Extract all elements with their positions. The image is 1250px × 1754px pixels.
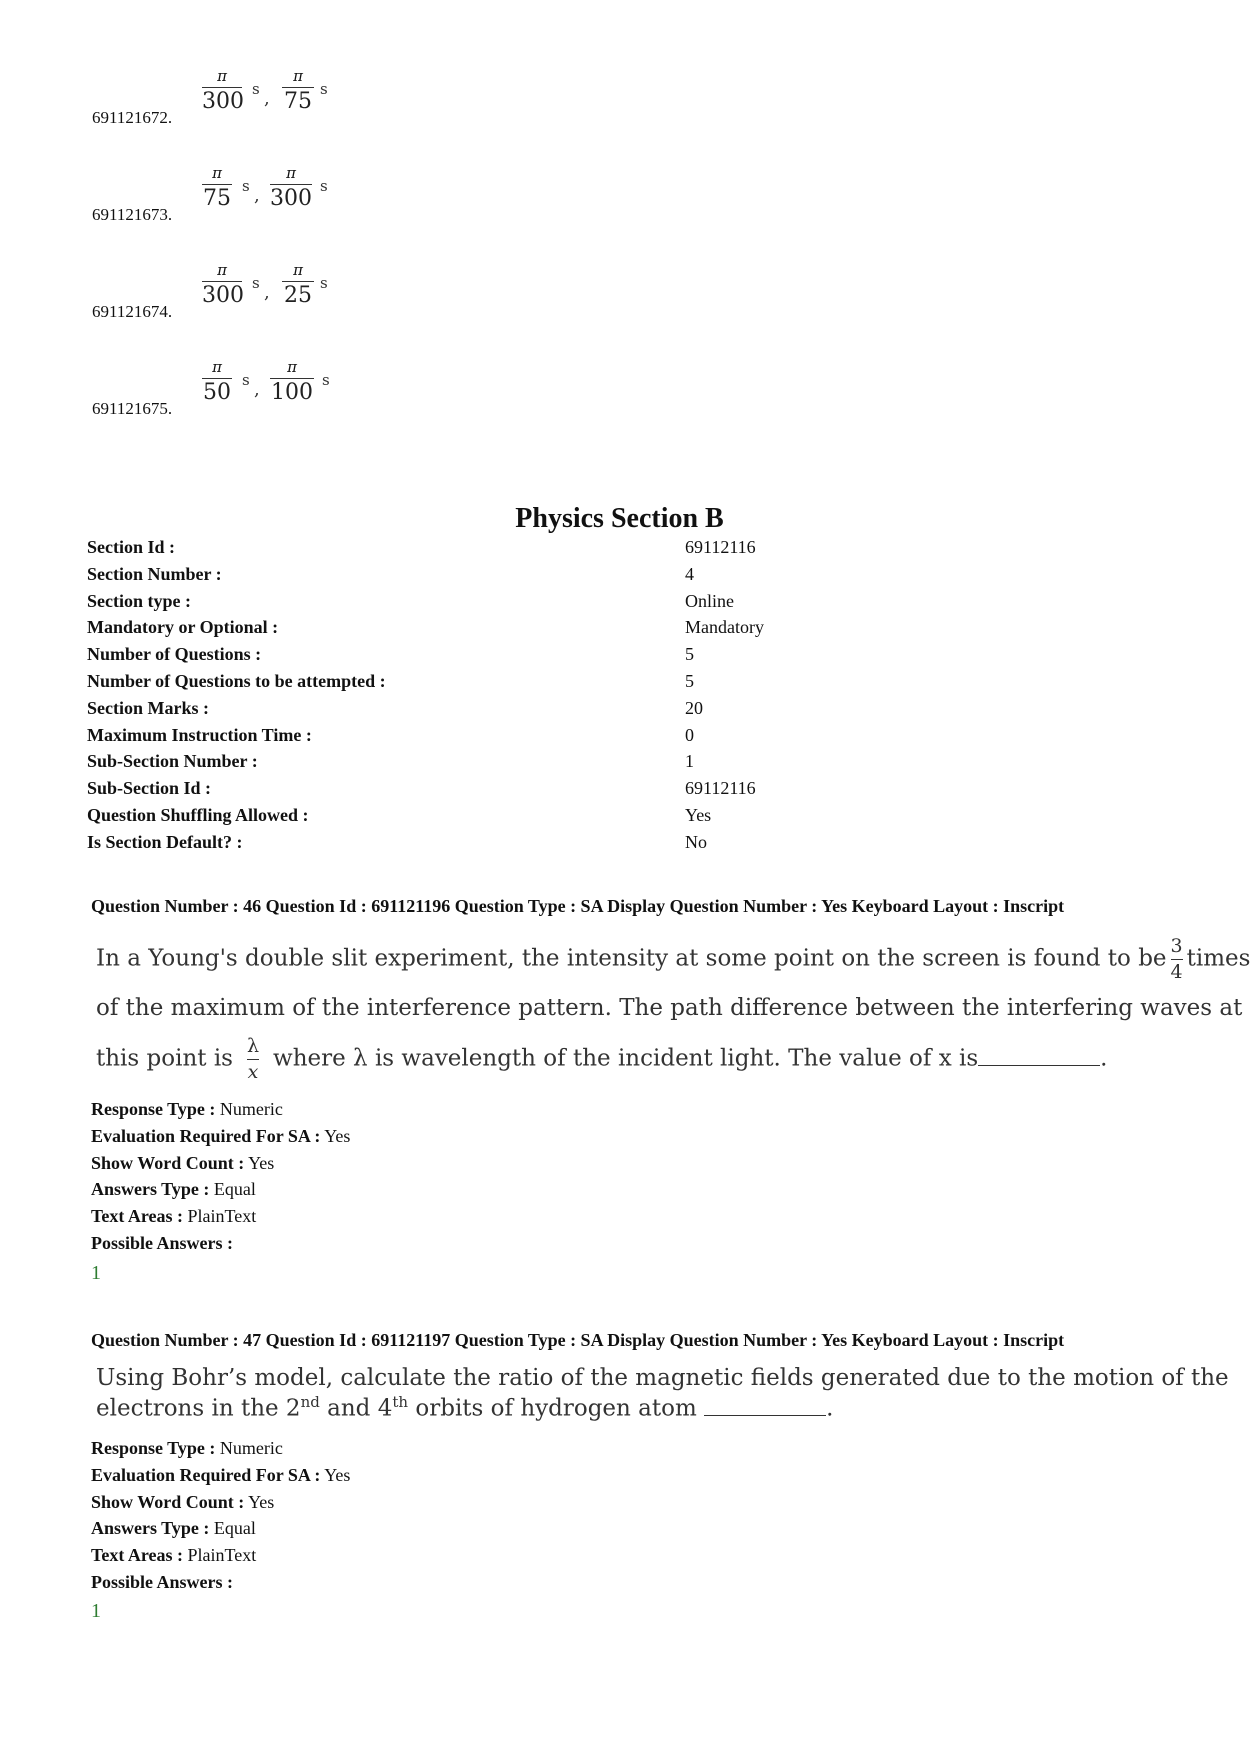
meta-value: Yes [248, 1491, 275, 1512]
section-row-value: Online [685, 590, 734, 611]
section-row-label: Mandatory or Optional : [87, 617, 279, 638]
answer-blank [978, 1047, 1100, 1066]
section-row-label: Section Number : [87, 563, 222, 584]
fraction: π 300 [270, 164, 312, 211]
meta-label: Text Areas : [91, 1206, 183, 1227]
section-row [87, 564, 887, 591]
meta-row [91, 1233, 233, 1254]
section-row-label: Question Shuffling Allowed : [87, 805, 309, 825]
section-row-label: Section Marks : [87, 697, 209, 718]
section-row [87, 698, 887, 725]
meta-row [91, 1518, 256, 1539]
meta-label: Answers Type : [91, 1179, 210, 1200]
section-row-value: 5 [685, 644, 694, 665]
option-id: 691121673. [92, 205, 173, 224]
meta-row [91, 1126, 350, 1147]
meta-value: Numeric [219, 1438, 283, 1458]
meta-row [91, 1179, 256, 1200]
question-text-47-line2: electrons in the 2nd and 4th orbits of hydrogen atom . [96, 1393, 834, 1422]
option-691121672: 691121672. π 300 s , π 75 s [92, 67, 328, 127]
meta-label: Response Type : [91, 1099, 216, 1119]
section-row-label: Number of Questions : [87, 644, 262, 665]
section-row [87, 725, 887, 752]
meta-row [91, 1545, 256, 1566]
section-row-value: 1 [685, 751, 694, 772]
section-title: Physics Section B [515, 503, 724, 534]
section-row [87, 832, 887, 859]
meta-value: PlainText [187, 1545, 257, 1566]
section-row [87, 591, 887, 618]
option-691121673: 691121673. π 75 s , π 300 s [92, 164, 328, 224]
meta-label: Show Word Count : [91, 1491, 245, 1512]
fraction: π 300 [202, 261, 244, 308]
meta-value: Yes [324, 1464, 351, 1485]
question-text-46-line3: this point is $\frac{\lambda}{x}$ where λ is wavelength of the incident light. The value of x is . [96, 1035, 1108, 1083]
question-header-46: Question Number : 46 Question Id : 691121196 Question Type : SA Display Question Number : Yes Keyboard Layout : Inscript [91, 896, 1065, 916]
possible-answer-47: 1 [91, 1600, 101, 1622]
section-row [87, 644, 887, 671]
meta-label: Response Type : [91, 1438, 216, 1458]
meta-label: Text Areas : [91, 1545, 183, 1566]
meta-value: Equal [213, 1518, 256, 1539]
fraction: π 75 [284, 67, 312, 114]
meta-label: Show Word Count : [91, 1152, 245, 1173]
section-row-label: Number of Questions to be attempted : [87, 671, 386, 691]
section-row-value: 0 [685, 724, 694, 745]
section-row [87, 751, 887, 778]
option-id: 691121675. [92, 399, 173, 418]
section-row-value: 4 [685, 563, 694, 584]
meta-row [91, 1206, 256, 1227]
meta-row [91, 1492, 274, 1513]
section-row-value: Yes [685, 805, 712, 825]
question-header-47: Question Number : 47 Question Id : 691121197 Question Type : SA Display Question Number : Yes Keyboard Layout : Inscript [91, 1330, 1065, 1350]
option-691121675: 691121675. π 50 s , π 100 s [92, 358, 330, 418]
meta-label: Answers Type : [91, 1518, 210, 1539]
fraction: π 300 [202, 67, 244, 114]
section-row-value: 20 [685, 697, 703, 718]
meta-label: Possible Answers : [91, 1233, 234, 1253]
fraction-three-quarters: $\frac{3}{4}$ [1170, 935, 1183, 983]
meta-row [91, 1153, 274, 1174]
meta-label: Evaluation Required For SA : [91, 1464, 321, 1485]
section-row [87, 778, 887, 805]
question-text-47-line1: Using Bohr’s model, calculate the ratio of the magnetic fields generated due to the motion of the [96, 1365, 1229, 1391]
section-row-value: 69112116 [685, 537, 756, 557]
section-row [87, 537, 887, 564]
fraction: π 75 [203, 164, 231, 211]
section-row-label: Sub-Section Number : [87, 751, 258, 772]
option-id: 691121674. [92, 302, 173, 321]
section-row-value: Mandatory [685, 617, 764, 638]
section-row-label: Sub-Section Id : [87, 778, 212, 799]
option-id: 691121672. [92, 108, 173, 127]
meta-row [91, 1465, 350, 1486]
meta-row [91, 1438, 283, 1459]
section-row-value: 5 [685, 671, 694, 691]
section-row-value: No [685, 831, 707, 852]
option-691121674: 691121674. π 300 s , π 25 s [92, 261, 328, 321]
section-row-label: Maximum Instruction Time : [87, 724, 312, 745]
meta-value: Yes [324, 1125, 351, 1146]
answer-blank [704, 1397, 826, 1416]
section-row [87, 671, 887, 698]
meta-row [91, 1572, 233, 1593]
meta-value: Yes [248, 1152, 275, 1173]
meta-value: Numeric [219, 1099, 283, 1119]
section-row [87, 805, 887, 832]
meta-value: Equal [213, 1179, 256, 1200]
meta-label: Possible Answers : [91, 1572, 234, 1592]
fraction: π 25 [284, 261, 312, 308]
fraction: π 100 [271, 358, 313, 405]
question-text-46-line2: of the maximum of the interference pattern. The path difference between the interfering waves at [96, 995, 1243, 1021]
section-row-label: Section type : [87, 590, 191, 611]
section-row-label: Section Id : [87, 537, 176, 557]
section-row [87, 617, 887, 644]
possible-answer-46: 1 [91, 1262, 101, 1284]
fraction: π 50 [203, 358, 231, 405]
section-row-label: Is Section Default? : [87, 831, 243, 852]
meta-label: Evaluation Required For SA : [91, 1125, 321, 1146]
meta-row [91, 1099, 283, 1120]
section-row-value: 69112116 [685, 778, 756, 799]
meta-value: PlainText [187, 1206, 257, 1227]
question-text-46-line1: In a Young's double slit experiment, the intensity at some point on the screen is found to be $\frac{3}{4}$ times [96, 935, 1250, 983]
fraction-lambda-over-x: $\frac{\lambda}{x}$ [246, 1035, 260, 1083]
